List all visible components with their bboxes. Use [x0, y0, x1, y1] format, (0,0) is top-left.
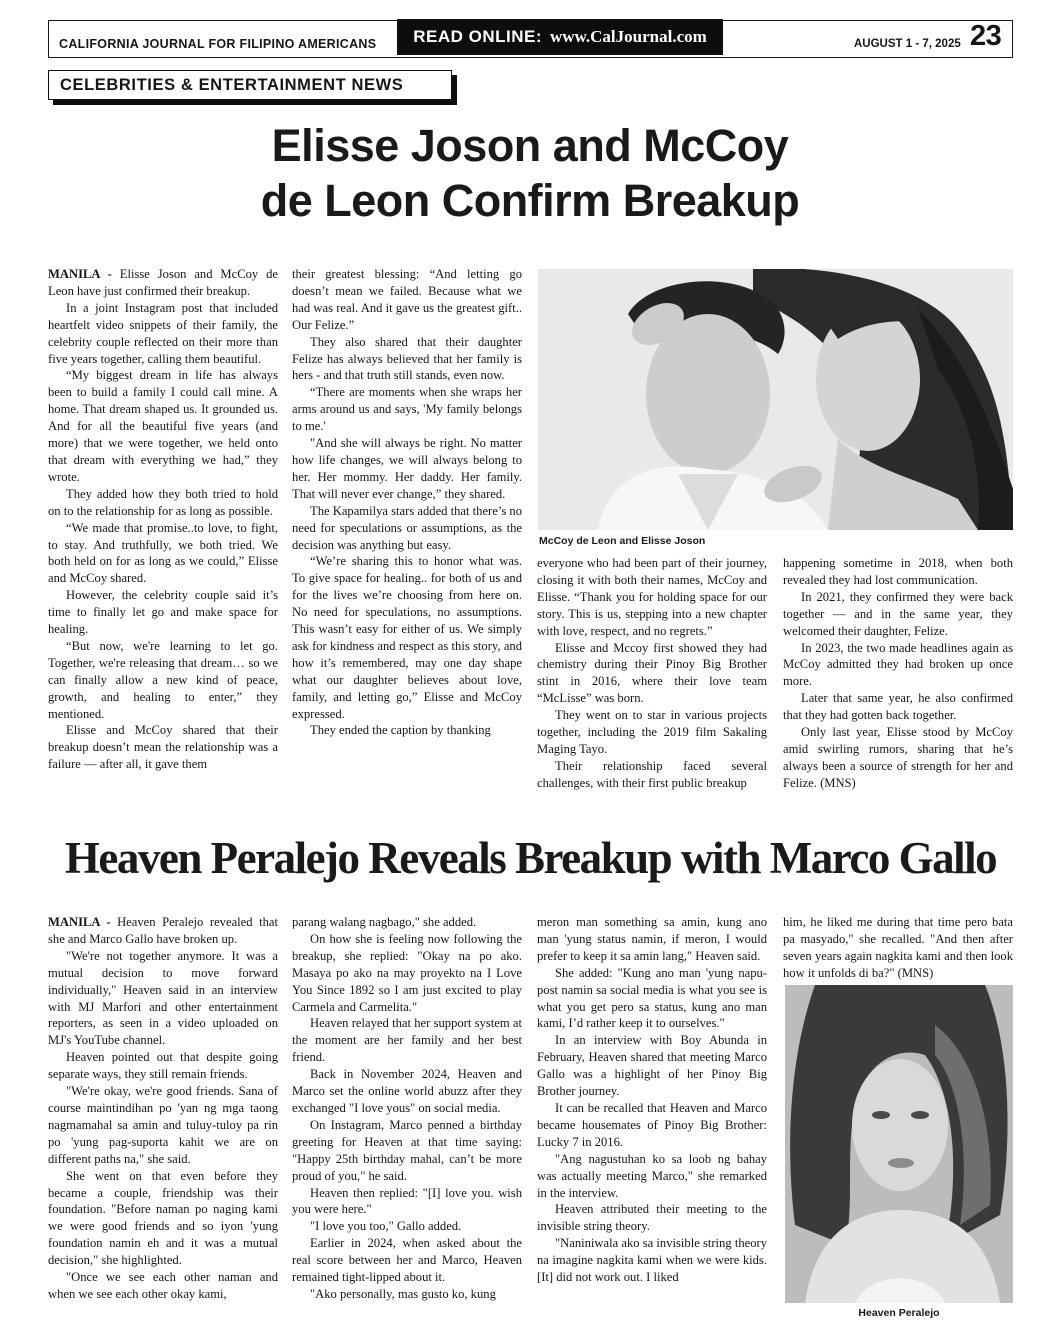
article1-column-2 [292, 266, 522, 739]
article2-headline: Heaven Peralejo Reveals Breakup with Marco Gallo [64, 833, 997, 883]
paragraph: everyone who had been part of their journey, closing it with both their names, McCoy and Elisse. “Thank you for holding space for our story. This is us, stepping into a new chapter with love, respect, and no regrets.” [537, 556, 767, 638]
paragraph: MANILA - Heaven Peralejo revealed that she and Marco Gallo have broken up. [48, 915, 278, 946]
paragraph: meron man something sa amin, kung ano man 'yung status namin, if meron, I would prefer to keep it sa amin lang," Heaven said. [537, 915, 767, 963]
article2-column-3 [537, 914, 767, 1286]
heaven-photo-caption: Heaven Peralejo [858, 1307, 940, 1319]
paragraph: "We're not together anymore. It was a mutual decision to move forward individually," Heaven said in an interview with MJ Marfori and other entertainment reporters, as seen in a video uploaded on MJ's YouTube channel. [48, 948, 278, 1048]
paragraph: On Instagram, Marco penned a birthday greeting for Heaven at that time saying: "Happy 25th birthday mahal, can’t be more proud of you," he said. [292, 1117, 522, 1183]
article1-headline [200, 118, 860, 228]
article1-headline-line2: de Leon Confirm Breakup [260, 175, 800, 226]
paragraph: Elisse and McCoy shared that their breakup doesn’t mean the relationship was a failure — after all, it gave them [48, 723, 278, 772]
paragraph: their greatest blessing: “And letting go doesn’t mean we failed. Because what we had was real. And it gave us the greatest gift.. Our Felize.” [292, 267, 522, 332]
couple-photo-illustration [538, 269, 1013, 530]
paragraph: Heaven attributed their meeting to the invisible string theory. [537, 1202, 767, 1234]
heaven-peralejo-photo [785, 985, 1013, 1303]
article2-column-2 [292, 914, 522, 1303]
paragraph: Elisse and Mccoy first showed they had chemistry during their Pinoy Big Brother stint in 2016, where their love team “McLisse” was born. [537, 640, 767, 706]
paragraph: "Ang nagustuhan ko sa loob ng bahay was actually meeting Marco," she remarked in the interview. [537, 1151, 767, 1200]
paragraph: Back in November 2024, Heaven and Marco set the online world abuzz after they exchanged "I love yous" on social media. [292, 1067, 522, 1115]
section-title: CELEBRITIES & ENTERTAINMENT NEWS [48, 70, 452, 100]
paragraph: They added how they both tried to hold on to the relationship for as long as possible. [48, 486, 278, 518]
article2-column-1 [48, 914, 278, 1303]
paragraph: "And she will always be right. No matter how life changes, we will always belong to her. Her mommy. Her daddy. Her family. That will never ever change,” they shared. [292, 436, 522, 501]
paragraph: happening sometime in 2018, when both revealed they had lost communication. [783, 556, 1013, 587]
paragraph: They ended the caption by thanking [310, 723, 491, 738]
masthead [48, 20, 1013, 58]
paragraph: She added: "Kung ano man 'yung napu-post namin sa social media is what you see is what you get pero sa status, kung ano man kami, I’d rather keep it to ourselves." [537, 965, 767, 1031]
couple-photo-caption: McCoy de Leon and Elisse Joson [539, 535, 706, 547]
read-online-label: READ ONLINE: [413, 27, 542, 46]
paragraph: “We’re sharing this to honor what was. To give space for healing.. for both of us and for the lives we’re choosing from here on. No need for speculations, no assumptions. This wasn’t easy for either of us. We simply ask for kindness and respect as this story, and how it’s remembered, may one day shape what our daughter believes about love, family, and letting go,” Elisse and McCoy expressed. [292, 554, 522, 721]
paragraph: “But now, we're learning to let go. Together, we're releasing that dream… so we can finally allow a new kind of peace, growth, and healing to enter,” they mentioned. [48, 638, 278, 721]
paragraph: "I love you too," Gallo added. [310, 1219, 462, 1234]
issue-date: AUGUST 1 - 7, 2025 [854, 38, 961, 50]
article1-headline-line1: Elisse Joson and McCoy [271, 120, 789, 171]
paragraph: Only last year, Elisse stood by McCoy amid swirling rumors, sharing that he’s always been a source of strength for her and Felize. (MNS) [783, 725, 1013, 790]
paragraph: Heaven then replied: "[I] love you. wish you were here." [292, 1185, 522, 1217]
paragraph: parang walang nagbago," she added. [292, 915, 477, 929]
paragraph: “There are moments when she wraps her arms around us and says, 'My family belongs to me.' [292, 385, 522, 434]
article2-column-4 [783, 914, 1013, 982]
page-number: 23 [970, 20, 1002, 52]
paragraph: In an interview with Boy Abunda in February, Heaven shared that meeting Marco Gallo was a highlight of her Pinoy Big Brother journey. [537, 1033, 767, 1099]
heaven-photo-illustration [785, 985, 1013, 1303]
paragraph: They went on to star in various projects together, including the 2019 film Sakaling Maging Tayo. [537, 708, 767, 756]
publication-name: CALIFORNIA JOURNAL FOR FILIPINO AMERICANS [59, 37, 377, 51]
paragraph: "Once we see each other naman and when we see each other okay kami, [48, 1270, 278, 1301]
article1-column-3 [537, 555, 767, 792]
paragraph: They also shared that their daughter Felize has always believed that her family is hers - and that truth still stands, even now. [292, 334, 522, 383]
couple-photo [538, 269, 1013, 530]
paragraph: The Kapamilya stars added that there’s no need for speculations or assumptions, as the decision was anything but easy. [292, 503, 522, 552]
paragraph: Later that same year, he also confirmed that they had gotten back together. [783, 691, 1013, 723]
paragraph: “We made that promise..to love, to fight, to stay. And truthfully, we both tried. We both held on for as long as we could,” Elisse and McCoy shared. [48, 520, 278, 586]
paragraph: "Naniniwala ako sa invisible string theory na imagine nagkita kami when we were kids. [It] did not work out. I liked [537, 1236, 767, 1285]
paragraph: In 2023, the two made headlines again as McCoy admitted they had broken up once more. [783, 640, 1013, 689]
paragraph: It can be recalled that Heaven and Marco became housemates of Pinoy Big Brother: Lucky 7 in 2016. [537, 1100, 767, 1149]
paragraph: In 2021, they confirmed they were back together — and in the same year, they welcomed their daughter, Felize. [783, 589, 1013, 638]
paragraph: Heaven relayed that her support system at the moment are her family and her best friend. [292, 1016, 522, 1065]
paragraph: Earlier in 2024, when asked about the real score between her and Marco, Heaven remained tight-lipped about it. [292, 1236, 522, 1285]
paragraph: Their relationship faced several challenges, with their first public breakup [537, 758, 767, 790]
paragraph: him, he liked me during that time pero bata pa masyado," she recalled. "And then after seven years again nagkita kami and then look how it unfolds di ba?" (MNS) [783, 915, 1013, 980]
paragraph: In a joint Instagram post that included heartfelt video snippets of their family, the celebrity couple reflected on their more than five years together, calling them beautiful. [48, 300, 278, 366]
article1-column-1 [48, 266, 278, 773]
paragraph: Heaven pointed out that despite going separate ways, they still remain friends. [48, 1050, 278, 1082]
paragraph: On how she is feeling now following the breakup, she replied: "Okay na po ako. Masaya po ako na may proyekto na I Love You Since 1892 so I am just excited to play Carmela and Carmelita." [292, 931, 522, 1014]
article1-column-4 [783, 555, 1013, 792]
dateline: MANILA - [48, 915, 118, 929]
paragraph: She went on that even before they became a couple, friendship was their foundation. "Before naman po naging kami we were good friends and so iyon 'yung foundation namin eh and it was a mutual decision," she highlighted. [48, 1168, 278, 1268]
paragraph: However, the celebrity couple said it’s time to finally let go and make space for healing. [48, 588, 278, 637]
paragraph: "We're okay, we're good friends. Sana of course maintindihan po 'yan ng mga taong nagmamahal sa amin and tuluy-tuloy pa rin po 'yung pag-suporta kahit we are on different paths na," she said. [48, 1084, 278, 1166]
paragraph: “My biggest dream in life has always been to build a family I could call mine. A home. That dream shaped us. It grounded us. And for all the beautiful five years (and more) that we were together, we held onto that dream with everything we had,” they wrote. [48, 368, 278, 484]
read-online-url[interactable]: www.CalJournal.com [550, 27, 707, 46]
read-online-banner[interactable] [397, 19, 723, 55]
dateline: MANILA - [48, 267, 120, 281]
paragraph: "Ako personally, mas gusto ko, kung [310, 1286, 496, 1301]
paragraph: MANILA - Elisse Joson and McCoy de Leon have just confirmed their breakup. [48, 267, 278, 298]
